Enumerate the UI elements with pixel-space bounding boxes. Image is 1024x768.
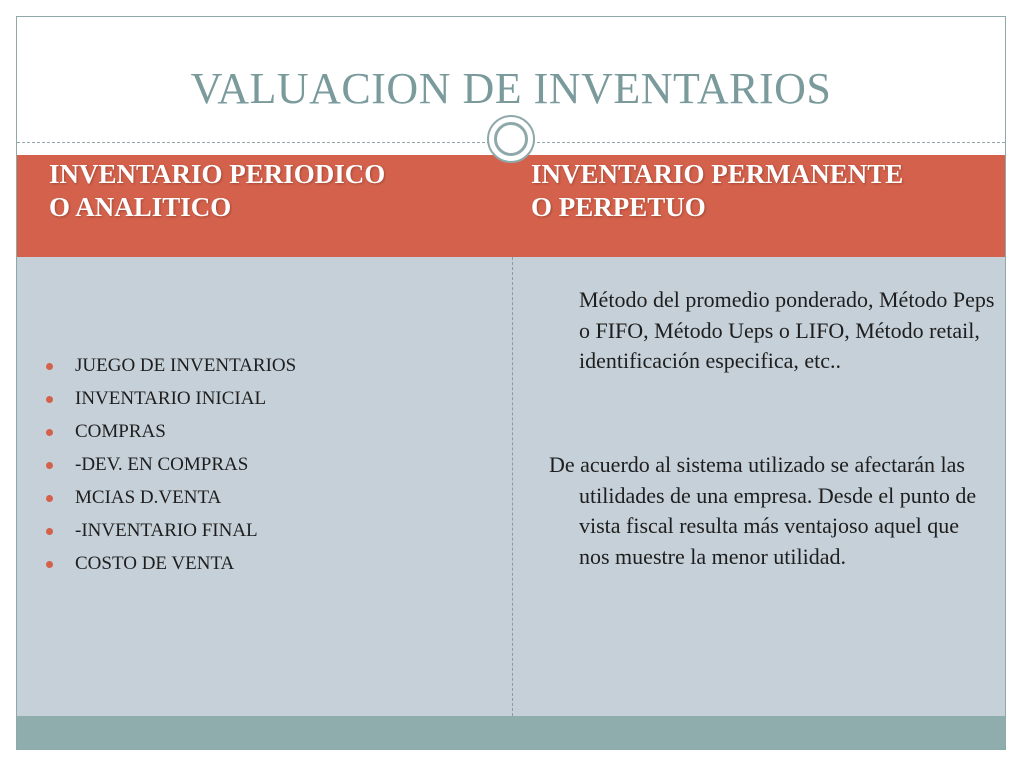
list-item xyxy=(43,448,296,481)
valuation-methods-paragraph: Método del promedio ponderado, Método Peps o FIFO, Método Ueps o LIFO, Método retail, identificación especifica, etc.. xyxy=(579,287,995,373)
round-bullet-icon xyxy=(46,561,53,568)
slide xyxy=(16,16,1006,750)
heading-line: O PERPETUO xyxy=(531,192,706,222)
round-bullet-icon xyxy=(46,429,53,436)
list-item-text: MCIAS D.VENTA xyxy=(75,487,222,508)
list-item xyxy=(43,547,296,580)
list-item-text: JUEGO DE INVENTARIOS xyxy=(75,355,297,376)
list-item-text: -DEV. EN COMPRAS xyxy=(75,454,249,475)
column-heading-periodic xyxy=(49,158,385,224)
list-item-text: COMPRAS xyxy=(75,421,166,442)
profit-impact-paragraph: De acuerdo al sistema utilizado se afectarán las utilidades de una empresa. Desde el punto de vista fiscal resulta más ventajoso aquel que nos muestre la menor utilidad. xyxy=(549,452,977,569)
round-bullet-icon xyxy=(46,528,53,535)
list-item xyxy=(43,349,296,382)
round-bullet-icon xyxy=(46,396,53,403)
periodic-bullet-list xyxy=(43,349,296,580)
list-item-text: INVENTARIO INICIAL xyxy=(75,388,267,409)
round-bullet-icon xyxy=(46,363,53,370)
content-area xyxy=(17,257,1005,716)
list-item xyxy=(43,514,296,547)
footer-band xyxy=(17,716,1005,750)
list-item xyxy=(43,382,296,415)
round-bullet-icon xyxy=(46,462,53,469)
column-separator xyxy=(512,257,513,716)
list-item-text: COSTO DE VENTA xyxy=(75,553,235,574)
double-circle-ornament-icon xyxy=(487,115,535,163)
heading-line: O ANALITICO xyxy=(49,192,232,222)
slide-title: VALUACION DE INVENTARIOS xyxy=(190,64,832,113)
column-heading-permanent xyxy=(531,158,903,224)
column-header-band xyxy=(17,155,1005,257)
round-bullet-icon xyxy=(46,495,53,502)
list-item xyxy=(43,415,296,448)
heading-line: INVENTARIO PERMANENTE xyxy=(531,159,904,189)
list-item xyxy=(43,481,296,514)
list-item-text: -INVENTARIO FINAL xyxy=(75,520,258,541)
heading-line: INVENTARIO PERIODICO xyxy=(49,159,386,189)
